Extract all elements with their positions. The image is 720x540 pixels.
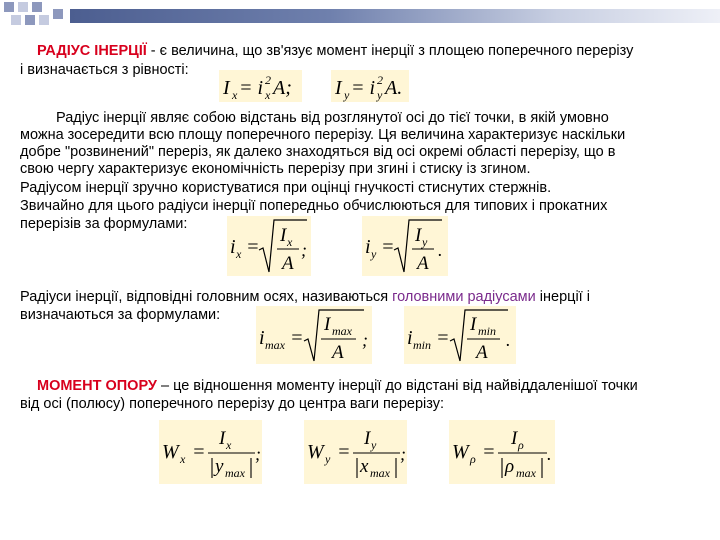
- radius-text-line3: добре "розвинений" переріз, як далеко знаходяться від осі окремі області перерізу, що в: [20, 144, 616, 160]
- formula-wx: [159, 420, 262, 484]
- checker-pattern-icon: [0, 0, 70, 30]
- section-modulus-line1: [37, 378, 638, 395]
- radius-definition-line1: [37, 43, 633, 60]
- svg-text:=: =: [436, 327, 450, 349]
- iy-lhs: i: [365, 236, 371, 258]
- wp-numsub: ρ: [518, 438, 524, 452]
- imin-num: I: [470, 314, 477, 335]
- formula-imin: [404, 306, 516, 364]
- wp-lhs: W: [452, 441, 469, 463]
- wp-sub: ρ: [470, 452, 476, 466]
- imin-tail: .: [506, 330, 511, 350]
- wp-num: I: [511, 428, 518, 449]
- imax-numsub: max: [332, 324, 352, 338]
- wp-tail: .: [547, 444, 552, 464]
- formula-iy-sub2: y: [377, 88, 383, 102]
- formula-wp: [449, 420, 555, 484]
- imax-num: I: [324, 314, 331, 335]
- ix-sub: x: [236, 247, 242, 261]
- section-modulus-title: МОМЕНТ ОПОРУ: [37, 378, 157, 394]
- wx-den: y: [215, 456, 224, 477]
- formula-imax: [256, 306, 372, 364]
- formula-iy-tail: A.: [385, 77, 403, 99]
- formula-iy-equation: [331, 70, 409, 102]
- svg-text:=: =: [246, 236, 260, 258]
- ix-num: I: [280, 225, 287, 246]
- svg-text:=: =: [482, 441, 496, 463]
- principal-radius-line1: [20, 289, 590, 306]
- imax-lhs: i: [259, 327, 265, 349]
- formula-iy-sup: 2: [377, 73, 383, 87]
- svg-text:=: =: [381, 236, 395, 258]
- radius-title: РАДІУС ІНЕРЦІЇ: [37, 43, 147, 59]
- iy-sub: y: [371, 247, 377, 261]
- imax-tail: ;: [362, 330, 368, 350]
- formula-ix-equation: [219, 70, 302, 102]
- principal-radius-line2: визначаються за формулами:: [20, 307, 221, 323]
- svg-text:=: =: [192, 441, 206, 463]
- radius-text-line1: Радіус інерції являє собою відстань від розглянутої осі до тієї точки, в якій умовно: [56, 110, 609, 126]
- wx-tail: ;: [255, 444, 261, 464]
- imin-den: A: [476, 342, 488, 363]
- imax-den: A: [332, 342, 344, 363]
- ix-den: A: [282, 253, 294, 274]
- imax-sub: max: [265, 338, 285, 352]
- formula-ix-sub2: x: [265, 88, 271, 102]
- formula-iy-lhs: I: [335, 77, 342, 99]
- wy-numsub: y: [371, 438, 377, 452]
- formula-ix-lhs: I: [223, 77, 230, 99]
- principal-radius-highlight: головними радіусами: [392, 289, 536, 305]
- radius-text-line4: свою чергу характеризує економічність перерізу при згині і стиску із згином.: [20, 161, 531, 177]
- wy-sub: y: [325, 452, 331, 466]
- ix-tail: ;: [301, 240, 307, 260]
- wx-densub: max: [225, 466, 245, 480]
- radius-text-line6: Звичайно для цього радіуси інерції попередньо обчислюються для типових і прокатних: [20, 198, 608, 214]
- ix-numsub: x: [287, 235, 293, 249]
- iy-num: I: [415, 225, 422, 246]
- formula-ix-eq: = i: [239, 77, 264, 99]
- wx-numsub: x: [226, 438, 232, 452]
- formula-ix-sup: 2: [265, 73, 271, 87]
- section-modulus-line2: від осі (полюсу) поперечного перерізу до центра ваги перерізу:: [20, 396, 445, 412]
- wy-den: x: [360, 456, 369, 477]
- radius-definition-text: - є величина, що зв'язує момент інерції з площею поперечного перерізу: [146, 43, 634, 59]
- wy-densub: max: [370, 466, 390, 480]
- wp-densub: max: [516, 466, 536, 480]
- radius-definition-line2: і визначається з рівності:: [20, 62, 189, 78]
- formula-ix-radius: [227, 216, 311, 276]
- wx-sub: x: [180, 452, 186, 466]
- radius-text-line7: перерізів за формулами:: [20, 216, 188, 232]
- imin-sub: min: [413, 338, 431, 352]
- iy-tail: .: [438, 240, 443, 260]
- formula-iy-eq: = i: [351, 77, 376, 99]
- svg-text:=: =: [290, 327, 304, 349]
- wy-num: I: [364, 428, 371, 449]
- ix-lhs: i: [230, 236, 236, 258]
- formula-iy-sub: y: [344, 88, 350, 102]
- principal-radius-text-end: інерції і: [535, 289, 590, 305]
- wp-den: ρ: [505, 456, 515, 477]
- formula-ix-sub: x: [232, 88, 238, 102]
- section-modulus-text: – це відношення моменту інерції до відстані від найвіддаленішої точки: [156, 378, 638, 394]
- slide-header-decoration: [0, 0, 720, 30]
- principal-radius-text-start: Радіуси інерції, відповідні головним осях, називаються: [20, 289, 393, 305]
- formula-ix-tail: A;: [273, 77, 292, 99]
- formula-wy: [304, 420, 407, 484]
- imin-numsub: min: [478, 324, 496, 338]
- imin-lhs: i: [407, 327, 413, 349]
- formula-iy-radius: [362, 216, 448, 276]
- wx-num: I: [219, 428, 226, 449]
- wy-tail: ;: [400, 444, 406, 464]
- wy-lhs: W: [307, 441, 324, 463]
- radius-text-line2: можна зосередити всю площу поперечного перерізу. Ця величина характеризує наскільки: [20, 127, 626, 143]
- header-gradient-stripe: [70, 9, 720, 23]
- iy-numsub: y: [422, 235, 428, 249]
- iy-den: A: [417, 253, 429, 274]
- wx-lhs: W: [162, 441, 179, 463]
- svg-text:=: =: [337, 441, 351, 463]
- radius-text-line5: Радіусом інерції зручно користуватися при оцінці гнучкості стиснутих стержнів.: [20, 180, 552, 196]
